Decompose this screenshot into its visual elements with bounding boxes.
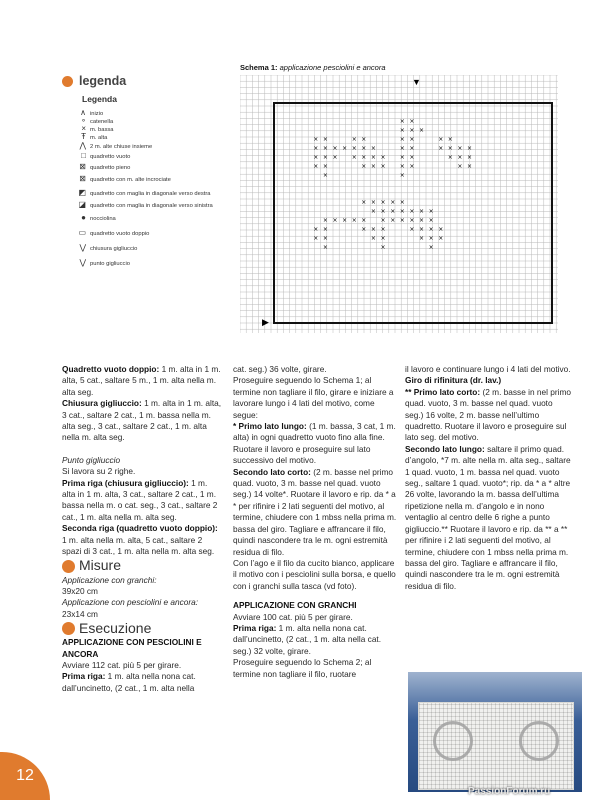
text: saltare il primo quad. d’angolo, *7 m. alte nella m. alta seg., saltare 1 quad. vuoto, 1 m. bassa nel quad. vuoto seg., saltare 1 quad. vuoto*; rip. da * a * altre 26 volte, lavorando la m. bassa dell’ultima ripetizione nella m. d’angolo e in nono ventaglio al centro delle 6 righe a punto gigliuccio.** Ruotare il lavoro e rip. da ** a ** per rifinire i 2 lati seguenti del motivo, al termine, chiudere con 1 mbss nella prima m. bassa del giro. Tagliare e affrancare il filo, quindi nascondere tra le m. ogni estremità residua di filo. bbox=[405, 443, 571, 591]
direction-arrow-icon: ▶ bbox=[262, 317, 269, 327]
stitch-mark: × bbox=[467, 162, 473, 170]
stitch-mark: × bbox=[399, 145, 405, 152]
text: (2 m. basse in nel primo quad. vuoto, 3 m. basse nel quad. vuoto seg.) 16 volte, 2 m. basse nell’ultimo quadretto. Ruotare il lavoro e proseguire sul lato seg. del motivo. bbox=[405, 386, 572, 443]
stitch-mark: × bbox=[390, 198, 396, 206]
stitch-mark: × bbox=[361, 198, 367, 206]
stitch-mark: × bbox=[447, 136, 453, 143]
legend-symbol-icon: ∧ bbox=[80, 108, 86, 117]
legend-item bbox=[40, 228, 149, 237]
paragraph bbox=[233, 657, 399, 680]
stitch-mark: × bbox=[399, 154, 405, 161]
text: (1 m. bassa, 3 cat, 1 m. alta) in ogni quadretto vuoto fino alla fine. Ruotare il lavoro e proseguire sul lato successivo del motivo. bbox=[233, 421, 396, 466]
stitch-mark: × bbox=[351, 136, 357, 143]
stitch-mark: × bbox=[332, 216, 338, 224]
stitch-mark: × bbox=[332, 145, 338, 152]
paragraph bbox=[233, 364, 399, 375]
stitch-mark: × bbox=[457, 145, 463, 152]
start-arrow-icon: ▼ bbox=[412, 77, 421, 87]
stitch-mark: × bbox=[447, 145, 453, 152]
stitch-mark: × bbox=[409, 145, 415, 152]
text: 1 m. alta nella m. alta, 5 cat., saltare 2 spazi di 3 cat., 1 m. alta nella m. alta seg. bbox=[62, 534, 215, 557]
paragraph bbox=[405, 444, 571, 592]
paragraph bbox=[62, 466, 222, 477]
stitch-mark: × bbox=[409, 225, 415, 233]
stitch-mark: × bbox=[342, 216, 348, 224]
stitch-mark: × bbox=[419, 225, 425, 233]
stitch-mark: × bbox=[332, 154, 338, 161]
term: * Primo lato lungo: bbox=[233, 421, 307, 432]
legend-title: Legenda bbox=[82, 94, 117, 104]
stitch-mark: × bbox=[313, 136, 319, 143]
legend-item bbox=[40, 162, 130, 171]
stitch-mark: × bbox=[428, 225, 434, 233]
legend-label: quadretto vuoto doppio bbox=[90, 231, 150, 237]
stitch-mark: × bbox=[361, 145, 367, 152]
stitch-mark: × bbox=[409, 207, 415, 215]
term: Secondo lato corto: bbox=[233, 466, 311, 477]
paragraph bbox=[62, 660, 222, 671]
stitch-mark: × bbox=[322, 145, 328, 152]
stitch-mark: × bbox=[409, 136, 415, 143]
legend-label: quadretto con m. alte incrociate bbox=[90, 177, 171, 183]
legend-label: punto gigliuccio bbox=[90, 261, 130, 267]
stitch-mark: × bbox=[313, 162, 319, 170]
legend-item bbox=[40, 174, 171, 183]
legend-symbol-icon: ∘ bbox=[80, 116, 86, 125]
subheading: Punto gigliuccio bbox=[62, 454, 121, 465]
stitch-mark: × bbox=[438, 225, 444, 233]
subheading: Applicazione con granchi: bbox=[62, 574, 157, 585]
legend-item bbox=[40, 200, 213, 209]
stitch-mark: × bbox=[313, 154, 319, 161]
text: Avviare 112 cat. più 5 per girare. bbox=[62, 659, 182, 670]
stitch-mark: × bbox=[380, 234, 386, 242]
paragraph bbox=[62, 586, 222, 597]
text: 39x20 cm bbox=[62, 585, 98, 596]
stitch-mark: × bbox=[399, 127, 405, 134]
stitch-mark: × bbox=[399, 171, 405, 179]
stitch-mark: × bbox=[438, 136, 444, 143]
legend-symbol-icon: × bbox=[81, 124, 86, 133]
crab-motif bbox=[519, 721, 559, 761]
term: Chiusura gigliuccio: bbox=[62, 398, 142, 409]
column-1 bbox=[62, 364, 222, 694]
paragraph bbox=[233, 612, 399, 623]
legend-item bbox=[40, 213, 116, 222]
text: 1 m. alta nella nona cat. dall’uncinetto, (2 cat., 1 m. alta nella cat. seg.) 32 volte, girare. bbox=[233, 622, 382, 656]
stitch-mark: × bbox=[322, 243, 328, 251]
legend-label: m. alta bbox=[90, 135, 108, 141]
stitch-mark: × bbox=[428, 234, 434, 242]
stitch-mark: × bbox=[351, 145, 357, 152]
paragraph bbox=[233, 623, 399, 657]
text: cat. seg.) 36 volte, girare. bbox=[233, 364, 327, 374]
text: Con l’ago e il filo da cucito bianco, applicare il motivo con i pesciolini sulla borsa, e quello con i granchi sulla tasca (vd foto). bbox=[233, 557, 396, 591]
crochet-chart bbox=[240, 75, 558, 333]
stitch-mark: × bbox=[361, 225, 367, 233]
stitch-mark: × bbox=[322, 136, 328, 143]
stitch-mark: × bbox=[409, 216, 415, 224]
text: il lavoro e continuare lungo i 4 lati del motivo. bbox=[405, 364, 571, 374]
term: ** Primo lato corto: bbox=[405, 386, 481, 397]
stitch-mark: × bbox=[399, 216, 405, 224]
stitch-mark: × bbox=[351, 216, 357, 224]
stitch-mark: × bbox=[322, 234, 328, 242]
paragraph bbox=[62, 364, 222, 398]
stitch-mark: × bbox=[457, 154, 463, 161]
bullet-icon bbox=[62, 76, 73, 87]
paragraph bbox=[62, 398, 222, 444]
stitch-mark: × bbox=[351, 154, 357, 161]
stitch-mark: × bbox=[322, 171, 328, 179]
text: 1 m. alta in 1 m. alta, 5 cat., saltare 5 m., 1 m. alta nella m. alta seg. bbox=[62, 364, 221, 397]
paragraph bbox=[62, 455, 222, 466]
stitch-mark: × bbox=[438, 234, 444, 242]
stitch-mark: × bbox=[370, 154, 376, 161]
schema-title bbox=[240, 63, 386, 72]
stitch-mark: × bbox=[409, 118, 415, 125]
legend-symbol-icon: □ bbox=[81, 151, 86, 160]
paragraph bbox=[62, 597, 222, 608]
stitch-mark: × bbox=[419, 216, 425, 224]
term: Seconda riga (quadretto vuoto doppio): bbox=[62, 523, 218, 534]
legend-heading-text: legenda bbox=[79, 74, 127, 88]
section-title: Esecuzione bbox=[79, 619, 152, 636]
text: 1 m. alta in 1 m. alta, 3 cat., saltare 2 cat., 1 m. bassa nella m. o cat. seg., 3 cat., saltare 2 cat., 1 m. alta nella m. alta seg. bbox=[62, 477, 218, 522]
legend-label: chiusura gigliuccio bbox=[90, 246, 138, 252]
stitch-mark: × bbox=[380, 216, 386, 224]
lace-appliqué bbox=[418, 702, 574, 790]
stitch-mark: × bbox=[370, 234, 376, 242]
stitch-mark: × bbox=[370, 198, 376, 206]
stitch-mark: × bbox=[361, 162, 367, 170]
paragraph: APPLICAZIONE CON GRANCHI bbox=[233, 600, 357, 611]
stitch-mark: × bbox=[370, 225, 376, 233]
stitch-mark: × bbox=[399, 136, 405, 143]
legend-symbol-icon: ⋁ bbox=[79, 243, 86, 252]
stitch-mark: × bbox=[428, 207, 434, 215]
stitch-mark: × bbox=[361, 154, 367, 161]
bullet-icon bbox=[62, 560, 75, 573]
legend-item bbox=[40, 132, 107, 141]
stitch-mark: × bbox=[428, 243, 434, 251]
stitch-mark: × bbox=[419, 127, 425, 134]
paragraph bbox=[233, 558, 399, 592]
section-esecuzione bbox=[62, 619, 222, 636]
paragraph bbox=[405, 387, 571, 444]
chart-marks bbox=[313, 118, 472, 251]
term: Prima riga: bbox=[233, 622, 277, 633]
stitch-mark: × bbox=[457, 162, 463, 170]
term: Prima riga: bbox=[62, 671, 106, 682]
stitch-mark: × bbox=[409, 162, 415, 170]
legend-item bbox=[40, 243, 137, 252]
paragraph bbox=[62, 671, 222, 694]
schema-title-bold: Schema 1: bbox=[240, 63, 278, 72]
stitch-mark: × bbox=[370, 145, 376, 152]
legend-label: 2 m. alte chiuse insieme bbox=[90, 144, 153, 150]
stitch-mark: × bbox=[342, 145, 348, 152]
paragraph bbox=[62, 478, 222, 524]
paragraph bbox=[62, 523, 222, 557]
stitch-mark: × bbox=[313, 145, 319, 152]
stitch-mark: × bbox=[467, 154, 473, 161]
paragraph bbox=[233, 375, 399, 421]
watermark: PassionForum.ru bbox=[468, 786, 551, 797]
paragraph: APPLICAZIONE CON PESCIOLINI E ANCORA bbox=[62, 637, 202, 659]
legend-label: quadretto con maglia in diagonale verso sinistra bbox=[90, 203, 213, 209]
stitch-mark: × bbox=[370, 207, 376, 215]
stitch-mark: × bbox=[399, 162, 405, 170]
legend-symbol-icon: ⋀ bbox=[79, 141, 86, 150]
stitch-mark: × bbox=[322, 162, 328, 170]
text: (2 m. basse nel primo quad. vuoto, 3 m. basse nel quad. vuoto seg.) 14 volte*. Ruotare il lavoro e rip. da * a * per rifinire i 2 lati seguenti del motivo, al termine, chiudere con 1 mbss nella prima m. bassa del giro. Tagliare e affrancare il filo, quindi nascondere tra le m. ogni estremità residua di filo. bbox=[233, 466, 397, 557]
stitch-mark: × bbox=[370, 162, 376, 170]
legend-symbol-icon: ⊠ bbox=[79, 162, 86, 171]
text: 23x14 cm bbox=[62, 608, 98, 619]
term: Secondo lato lungo: bbox=[405, 443, 485, 454]
legend-symbol-icon: ● bbox=[81, 213, 86, 222]
text: Proseguire seguendo lo Schema 1; al termine non tagliare il filo, girare e iniziare a lavorare lungo i 4 lati del motivo, come segue: bbox=[233, 375, 394, 420]
stitch-mark: × bbox=[380, 225, 386, 233]
stitch-mark: × bbox=[380, 162, 386, 170]
stitch-mark: × bbox=[313, 225, 319, 233]
text: Proseguire seguendo lo Schema 2; al termine non tagliare il filo, ruotare bbox=[233, 657, 372, 679]
text: 1 m. alta nella nona cat. dall’uncinetto, (2 cat., 1 m. alta nella bbox=[62, 671, 196, 693]
legend-item bbox=[40, 188, 211, 197]
legend-symbol-icon: ⊠ bbox=[79, 174, 86, 183]
text: 1 m. alta in 1 m. alta, 3 cat., saltare 2 cat., 1 m. bassa nella m. alta seg., 3 cat., saltare 2 cat., 1 m. alta nella m. alta seg. bbox=[62, 398, 222, 443]
legend-symbol-icon: Ŧ bbox=[81, 132, 86, 141]
stitch-mark: × bbox=[447, 154, 453, 161]
paragraph bbox=[233, 467, 399, 558]
legend-label: catenella bbox=[90, 119, 114, 125]
stitch-mark: × bbox=[419, 207, 425, 215]
stitch-mark: × bbox=[409, 127, 415, 134]
stitch-mark: × bbox=[380, 207, 386, 215]
column-3 bbox=[405, 364, 571, 592]
bullet-icon bbox=[62, 622, 75, 635]
stitch-mark: × bbox=[380, 198, 386, 206]
stitch-mark: × bbox=[399, 198, 405, 206]
stitch-mark: × bbox=[399, 207, 405, 215]
legend-symbol-icon: ◪ bbox=[78, 200, 86, 209]
schema-title-italic: applicazione pesciolini e ancora bbox=[279, 63, 386, 72]
stitch-mark: × bbox=[438, 145, 444, 152]
column-2 bbox=[233, 364, 399, 680]
stitch-mark: × bbox=[361, 216, 367, 224]
stitch-mark: × bbox=[390, 207, 396, 215]
legend-symbol-icon: ⋁ bbox=[79, 258, 86, 267]
paragraph bbox=[405, 364, 571, 375]
stitch-mark: × bbox=[399, 118, 405, 125]
legend-item bbox=[40, 258, 130, 267]
paragraph bbox=[233, 421, 399, 467]
stitch-mark: × bbox=[467, 145, 473, 152]
text: Si lavora su 2 righe. bbox=[62, 466, 136, 477]
term: Prima riga (chiusura gigliuccio): bbox=[62, 477, 189, 488]
stitch-mark: × bbox=[428, 216, 434, 224]
product-photo bbox=[408, 672, 582, 792]
term: Quadretto vuoto doppio: bbox=[62, 364, 160, 374]
legend-label: quadretto vuoto bbox=[90, 154, 131, 160]
subheading: Applicazione con pesciolini e ancora: bbox=[62, 597, 199, 608]
section-title: Misure bbox=[79, 557, 122, 574]
stitch-mark: × bbox=[380, 154, 386, 161]
paragraph bbox=[62, 609, 222, 620]
legend-item bbox=[40, 151, 130, 160]
legend-label: quadretto pieno bbox=[90, 165, 131, 171]
stitch-mark: × bbox=[380, 243, 386, 251]
paragraph bbox=[405, 375, 571, 386]
legend-label: inizio bbox=[90, 111, 104, 117]
stitch-mark: × bbox=[390, 216, 396, 224]
stitch-mark: × bbox=[313, 234, 319, 242]
stitch-mark: × bbox=[322, 154, 328, 161]
stitch-mark: × bbox=[361, 136, 367, 143]
legend-label: nocciolina bbox=[90, 216, 116, 222]
legend-label: m. bassa bbox=[90, 127, 114, 133]
stitch-mark: × bbox=[322, 225, 328, 233]
paragraph bbox=[62, 575, 222, 586]
text: Avviare 100 cat. più 5 per girare. bbox=[233, 611, 353, 622]
legend-symbol-icon: ▭ bbox=[78, 228, 86, 237]
stitch-mark: × bbox=[322, 216, 328, 224]
page-number: 12 bbox=[0, 752, 50, 800]
stitch-mark: × bbox=[409, 154, 415, 161]
legend-label: quadretto con maglia in diagonale verso destra bbox=[90, 191, 211, 197]
legend-heading bbox=[62, 74, 126, 88]
legend-symbol-icon: ◩ bbox=[78, 188, 86, 197]
section-misure bbox=[62, 557, 222, 574]
stitch-mark: × bbox=[419, 234, 425, 242]
legend-item bbox=[40, 141, 152, 150]
term: Giro di rifinitura (dr. lav.) bbox=[405, 375, 502, 386]
crab-motif bbox=[433, 721, 473, 761]
